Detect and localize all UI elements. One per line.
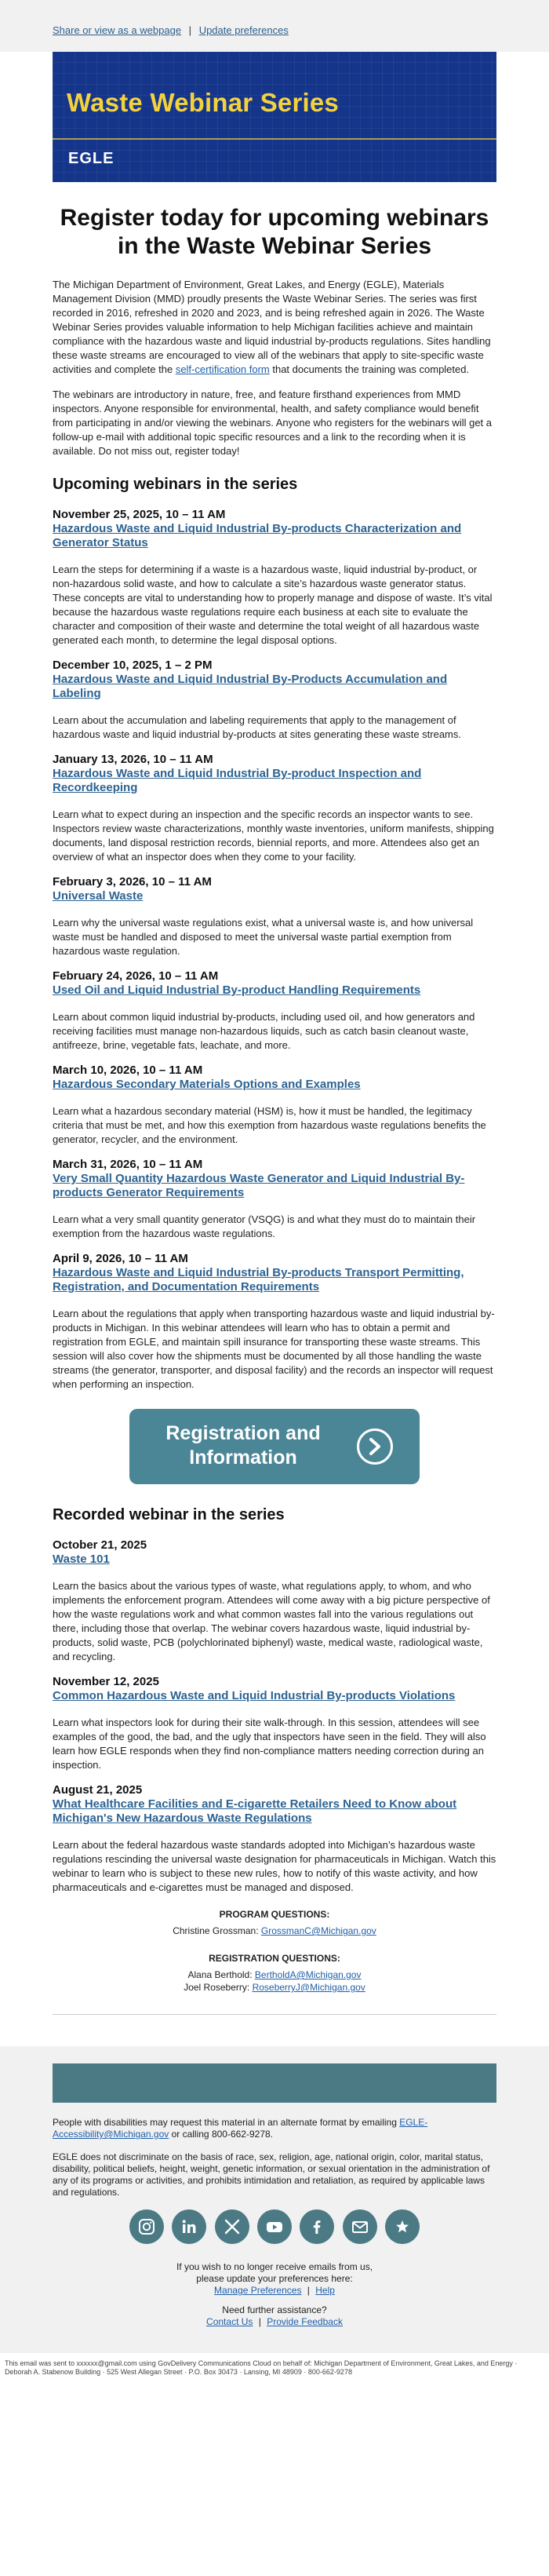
registration-contact: Alana Berthold: BertholdA@Michigan.gov (187, 1969, 362, 1980)
webinar-date: August 21, 2025 (53, 1783, 143, 1797)
webinar-item (53, 1158, 496, 1241)
webinar-item (53, 1538, 496, 1664)
webinar-title-link[interactable]: Very Small Quantity Hazardous Waste Generator and Liquid Industrial By-products Generator Requirements (53, 1172, 465, 1199)
registration-email-link[interactable]: BertholdA@Michigan.gov (254, 1969, 362, 1980)
egle-logo: EGLE (68, 150, 115, 167)
webinar-item (53, 1783, 496, 1895)
top-bar (0, 0, 549, 52)
webinar-description: Learn about the federal hazardous waste standards adopted into Michigan’s hazardous waste regulations rescinding the universal waste designation for pharmaceuticals in Michigan. Watch this webinar to learn who is subject to these new rules, how to notify of this waste activity, and how pharmaceuticals and e-cigarettes must be managed and disposed. (53, 1839, 496, 1893)
banner-stripe (53, 138, 496, 140)
webinar-title-link[interactable]: What Healthcare Facilities and E-cigarette Retailers Need to Know about Michigan's New Hazardous Waste Regulations (53, 1797, 457, 1825)
sender-info: This email was sent to xxxxxx@gmail.com using GovDelivery Communications Cloud on behalf of: Michigan Department of Environment, Great Lakes, and Energy · Deborah A. Stabenow Building · 525 West Allegan Street · P.O. Box 30473 · Lansing, MI 48909 · 800-662-9278 (0, 2353, 549, 2383)
webinar-description: Learn what to expect during an inspection and the specific records an inspector wants to see. Inspectors review waste characterizations, monthly waste inventories, uniform manifests, shipping documents, land disposal restriction records, biennial reports, and more. Attendees also get an overview of what an inspector does when they come to your facility. (53, 808, 494, 863)
social-links (53, 2209, 496, 2255)
page-title: Register today for upcoming webinars in the Waste Webinar Series (60, 205, 489, 259)
unsubscribe-text: If you wish to no longer receive emails from us, please update your preferences here: Manage Preferences | Help (176, 2261, 373, 2296)
banner (53, 52, 496, 182)
registration-email-link[interactable]: RoseberryJ@Michigan.gov (252, 1982, 365, 1993)
spacer (53, 2015, 496, 2046)
webinar-item (53, 969, 496, 1053)
unsubscribe-section (53, 2261, 496, 2328)
header-links (53, 24, 496, 36)
webinar-date: November 12, 2025 (53, 1675, 159, 1688)
webinar-item (53, 1064, 496, 1147)
webinar-date: October 21, 2025 (53, 1538, 147, 1552)
webinar-description: Learn the steps for determining if a waste is a hazardous waste, liquid industrial by-product, or non-hazardous solid waste, and how to calculate a site’s hazardous waste generator status. These concepts are vital to understanding how to properly manage and dispose of waste. It’s vital because the hazardous waste regulations require each business at each site to evaluate the character and composition of their waste and determine the total weight of all hazardous waste generated each month, to determine the legal disposal options. (53, 564, 493, 646)
webinar-title-link[interactable]: Hazardous Waste and Liquid Industrial By-product Inspection and Recordkeeping (53, 767, 422, 794)
self-certification-link[interactable]: self-certification form (175, 363, 270, 375)
webinar-date: December 10, 2025, 1 – 2 PM (53, 659, 213, 672)
webinar-date: January 13, 2026, 10 – 11 AM (53, 753, 213, 766)
email-icon[interactable] (343, 2209, 377, 2244)
webinar-title-link[interactable]: Universal Waste (53, 889, 144, 903)
instagram-icon[interactable] (129, 2209, 164, 2244)
webinar-description: Learn about common liquid industrial by-products, including used oil, and how generators and receiving facilities must manage non-hazardous liquids, such as catch basin cleanout waste, antifreeze, brine, vegetable fats, leachate, and more. (53, 1011, 475, 1051)
youtube-icon[interactable] (257, 2209, 292, 2244)
recorded-list (53, 1538, 496, 1895)
footer (0, 2046, 549, 2353)
webinar-date: March 31, 2026, 10 – 11 AM (53, 1158, 203, 1171)
footer-bar (53, 2063, 496, 2103)
contacts (53, 1907, 496, 1994)
flickr-icon[interactable] (385, 2209, 420, 2244)
webinar-date: November 25, 2025, 10 – 11 AM (53, 508, 226, 521)
registration-questions-title: REGISTRATION QUESTIONS: (209, 1953, 340, 1964)
webinar-title-link[interactable]: Hazardous Secondary Materials Options and Examples (53, 1078, 361, 1091)
share-link[interactable]: Share or view as a webpage (53, 24, 182, 36)
program-email-link[interactable]: GrossmanC@Michigan.gov (260, 1925, 376, 1936)
webinar-description: Learn what a hazardous secondary material (HSM) is, how it must be handled, the legitimacy criteria that must be met, and how this exemption from hazardous waste regulations benefits the generator, recycler, and the environment. (53, 1105, 486, 1145)
webinar-item (53, 1675, 496, 1772)
help-link[interactable]: Help (315, 2285, 335, 2296)
intro-paragraph-1: The Michigan Department of Environment, Great Lakes, and Energy (EGLE), Materials Management Division (MMD) proudly presents the Waste Webinar Series. The series was first recorded in 2016, refreshed in 2020 and 2023, and is being refreshed again in 2026. The Waste Webinar Series provides valuable information to help Michigan facilities achieve and maintain compliance with the hazardous waste and liquid industrial by-products regulations. Sites handling these waste streams are encouraged to view all of the webinars that apply to site-specific waste activities and complete the self-certification form that documents the training was completed. (53, 279, 491, 375)
facebook-icon[interactable] (300, 2209, 334, 2244)
webinar-title-link[interactable]: Hazardous Waste and Liquid Industrial By-products Characterization and Generator Status (53, 522, 462, 549)
webinar-description: Learn the basics about the various types of waste, what regulations apply, to whom, and who implements the enforcement program. Attendees will come away with a big picture perspective of how the waste regulations work and what common wastes fall into the various regulations out there, including those that overlap. The webinar covers hazardous waste, liquid industrial by-products, solid waste, PCB (polychlorinated biphenyl) waste, medical waste, radiological waste, and recycling. (53, 1580, 490, 1662)
webinar-date: February 24, 2026, 10 – 11 AM (53, 969, 219, 983)
webinar-date: April 9, 2026, 10 – 11 AM (53, 1252, 188, 1265)
update-preferences-link[interactable]: Update preferences (198, 24, 289, 36)
webinar-title-link[interactable]: Common Hazardous Waste and Liquid Industrial By-products Violations (53, 1689, 456, 1702)
webinar-title-link[interactable]: Used Oil and Liquid Industrial By-product Handling Requirements (53, 983, 421, 997)
header-separator: | (188, 24, 192, 36)
webinar-item (53, 753, 496, 864)
webinar-title-link[interactable]: Hazardous Waste and Liquid Industrial By-Products Accumulation and Labeling (53, 673, 448, 700)
registration-button[interactable] (129, 1409, 420, 1484)
email-body (53, 52, 496, 2046)
disclaimer (53, 2117, 496, 2198)
webinar-item (53, 508, 496, 648)
contact-us-link[interactable]: Contact Us (206, 2316, 253, 2327)
webinar-description: Learn why the universal waste regulations exist, what a universal waste is, and how universal waste must be handled and disposed to meet the universal waste partial exemption from hazardous waste regulation. (53, 917, 474, 957)
linkedin-icon[interactable] (172, 2209, 206, 2244)
program-contact: Christine Grossman: GrossmanC@Michigan.gov (173, 1925, 376, 1936)
program-questions-title: PROGRAM QUESTIONS: (219, 1909, 330, 1920)
registration-contact: Joel Roseberry: RoseberryJ@Michigan.gov (184, 1982, 365, 1993)
webinar-description: Learn what inspectors look for during their site walk-through. In this session, attendees will see examples of the good, the bad, and the ugly that inspectors have seen in the field. They will also learn how EGLE responds when they find non-compliance matters needing correction during an inspection. (53, 1717, 486, 1771)
webinar-item (53, 875, 496, 958)
manage-preferences-link[interactable]: Manage Preferences (214, 2285, 302, 2296)
webinar-title-link[interactable]: Waste 101 (53, 1553, 110, 1566)
webinar-description: Learn about the accumulation and labeling requirements that apply to the management of hazardous waste and liquid industrial by-products at sites generating these waste streams. (53, 714, 462, 740)
webinar-description: Learn what a very small quantity generator (VSQG) is and what they must do to maintain their exemption from the hazardous waste regulations. (53, 1213, 476, 1239)
accessibility-email-link[interactable]: EGLE-Accessibility@Michigan.gov (53, 2117, 428, 2140)
webinar-description: Learn about the regulations that apply when transporting hazardous waste and liquid industrial by-products in Michigan. In this webinar attendees will learn who has to obtain a permit and registration from EGLE, and maintain spill insurance for transporting these waste streams. This session will also cover how the shipments must be documented by all those handling the waste streams (the generator, transporter, and disposal facility) and the records an inspector will request when performing an inspection. (53, 1308, 495, 1390)
webinar-date: March 10, 2026, 10 – 11 AM (53, 1064, 203, 1077)
webinar-date: February 3, 2026, 10 – 11 AM (53, 875, 212, 888)
accessibility-notice: People with disabilities may request this material in an alternate format by emailing EGLE-Accessibility@Michigan.gov or calling 800-662-9278. (53, 2117, 428, 2140)
nondiscrimination-notice: EGLE does not discriminate on the basis of race, sex, religion, age, national origin, color, marital status, disability, political beliefs, height, weight, genetic information, or sexual orientation in the administration of any of its programs or activities, and prohibits intimidation and retaliation, as required by applicable laws and regulations. (53, 2151, 490, 2198)
recorded-heading: Recorded webinar in the series (53, 1506, 285, 1523)
upcoming-list (53, 508, 496, 1392)
upcoming-heading: Upcoming webinars in the series (53, 476, 298, 493)
assistance-text: Need further assistance? Contact Us | Provide Feedback (206, 2304, 343, 2327)
banner-title: Waste Webinar Series (67, 88, 339, 117)
registration-button-label: Registration and Information (165, 1422, 321, 1469)
webinar-item (53, 659, 496, 742)
webinar-item (53, 1252, 496, 1392)
webinar-title-link[interactable]: Hazardous Waste and Liquid Industrial By-products Transport Permitting, Registration, and Documentation Requirements (53, 1266, 464, 1293)
intro-paragraph-2: The webinars are introductory in nature, free, and feature firsthand experiences from MMD inspectors. Anyone responsible for environmental, health, and safety compliance would benefit from participating in and/or viewing the webinars. Anyone who registers for the webinars will get a follow-up e-mail with additional topic specific resources and a link to the recording when it is available. Do not miss out, register today! (53, 389, 493, 457)
chevron-right-icon (357, 1428, 393, 1465)
x-icon[interactable] (215, 2209, 249, 2244)
provide-feedback-link[interactable]: Provide Feedback (267, 2316, 343, 2327)
